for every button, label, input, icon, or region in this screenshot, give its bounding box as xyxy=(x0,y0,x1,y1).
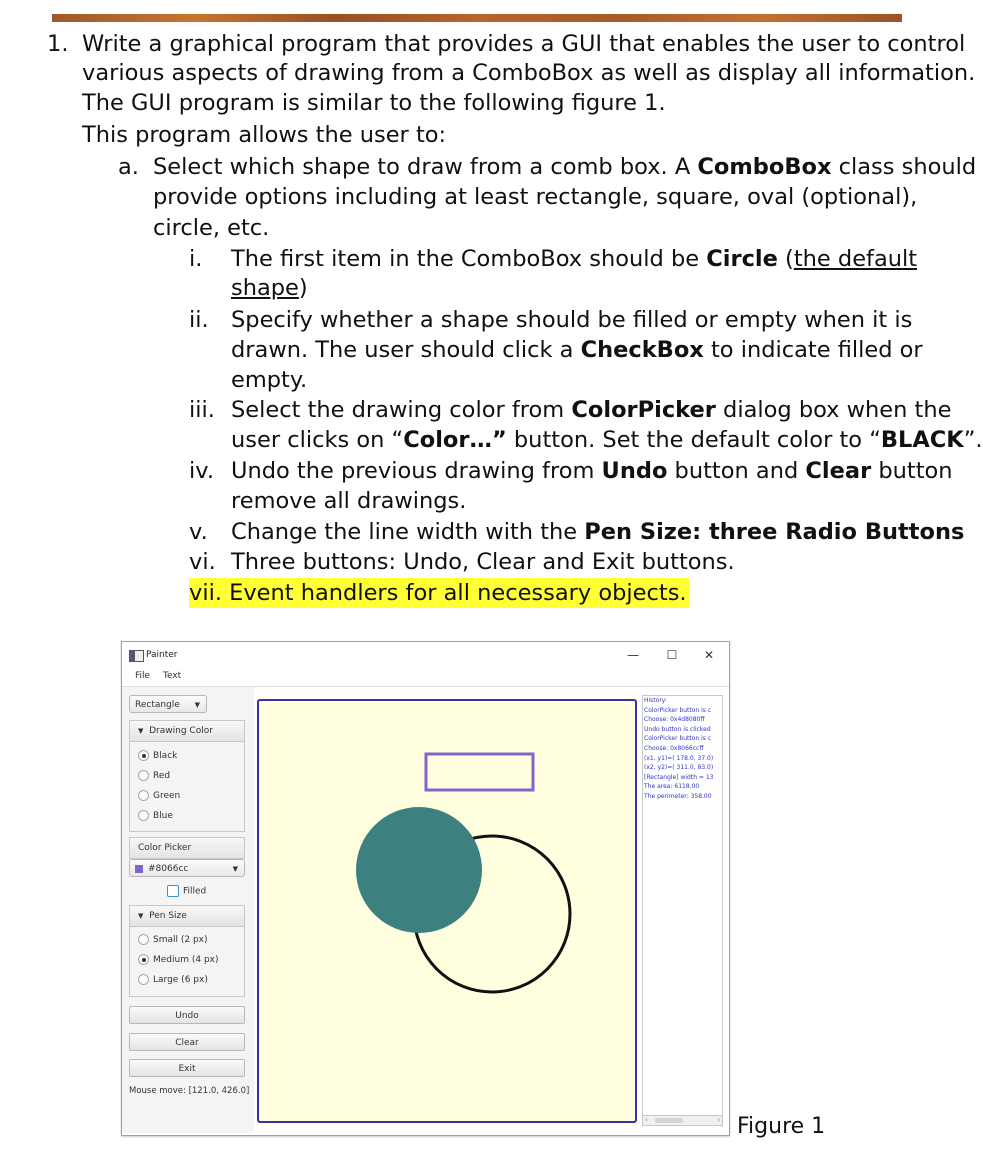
pen-size-header[interactable]: ▼ Pen Size xyxy=(130,906,244,927)
item-a-marker: a. xyxy=(118,154,139,180)
radio-indicator xyxy=(138,770,149,781)
item-iv-line-2: remove all drawings. xyxy=(231,488,467,514)
item-iv-marker: iv. xyxy=(189,458,214,484)
item-vi-marker: vi. xyxy=(189,549,216,575)
decorative-header-bar xyxy=(52,14,902,22)
item-v-line: Change the line width with the Pen Size: three Radio Buttons xyxy=(231,519,965,545)
clear-button[interactable]: Clear xyxy=(129,1033,245,1051)
radio-indicator xyxy=(138,790,149,801)
item-i-line-2: shape) xyxy=(231,275,308,301)
painter-window xyxy=(121,641,730,1136)
drawing-color-group xyxy=(129,720,245,832)
figure-caption: Figure 1 xyxy=(737,1114,826,1139)
canvas-drawing xyxy=(259,701,635,1121)
item-a-line-1: Select which shape to draw from a comb box. A ComboBox class should xyxy=(153,154,977,180)
radio-black[interactable]: Black xyxy=(138,750,177,762)
exit-button[interactable]: Exit xyxy=(129,1059,245,1077)
collapse-arrow-icon: ▼ xyxy=(138,727,144,735)
item-a-line-2: provide options including at least rectangle, square, oval (optional), xyxy=(153,184,918,210)
item-iv-line-1: Undo the previous drawing from Undo button and Clear button xyxy=(231,458,953,484)
item-iii-line-1: Select the drawing color from ColorPicker dialog box when the xyxy=(231,397,952,423)
shape-combobox-value: Rectangle xyxy=(135,700,180,710)
radio-indicator xyxy=(138,750,149,761)
undo-button[interactable]: Undo xyxy=(129,1006,245,1024)
item-ii-marker: ii. xyxy=(189,307,209,333)
item-iii-line-2: user clicks on “Color…” button. Set the default color to “BLACK”. xyxy=(231,427,983,453)
intro-line-3: The GUI program is similar to the following figure 1. xyxy=(82,90,666,116)
radio-green[interactable]: Green xyxy=(138,790,180,802)
chevron-down-icon: ▼ xyxy=(232,865,238,873)
intro-line-1: Write a graphical program that provides a GUI that enables the user to control xyxy=(82,31,966,57)
item-a-line-3: circle, etc. xyxy=(153,215,270,241)
radio-medium[interactable]: Medium (4 px) xyxy=(138,954,219,966)
radio-large[interactable]: Large (6 px) xyxy=(138,974,208,986)
item-vi-line: Three buttons: Undo, Clear and Exit buttons. xyxy=(231,549,735,575)
history-panel xyxy=(642,695,723,1126)
color-picker-dropdown[interactable]: #8066cc ▼ xyxy=(129,859,245,877)
collapse-arrow-icon: ▼ xyxy=(138,912,144,920)
maximize-icon[interactable]: ☐ xyxy=(666,648,678,662)
history-line: Choose: 0x8066ccff xyxy=(644,744,704,752)
drawn-filled-circle xyxy=(356,807,482,933)
item-ii-line-2: drawn. The user should click a CheckBox to indicate filled or xyxy=(231,337,923,363)
history-line: Choose: 0x4d8080ff xyxy=(644,716,705,724)
item-ii-line-1: Specify whether a shape should be filled or empty when it is xyxy=(231,307,913,333)
history-line: [Rectangle] width = 13 xyxy=(644,773,714,781)
scroll-right-icon[interactable]: › xyxy=(717,1116,720,1124)
item-i-line-1: The first item in the ComboBox should be Circle (the default xyxy=(231,246,918,272)
history-line: Undo button is clicked xyxy=(644,725,711,733)
item-number: 1. xyxy=(47,31,69,57)
color-swatch xyxy=(135,865,143,873)
color-picker-label: Color Picker xyxy=(129,837,245,859)
radio-red[interactable]: Red xyxy=(138,770,170,782)
radio-indicator xyxy=(138,934,149,945)
radio-indicator xyxy=(138,810,149,821)
close-icon[interactable]: ✕ xyxy=(703,648,715,662)
control-panel xyxy=(122,687,254,1133)
menu-text[interactable]: Text xyxy=(163,671,182,681)
allows-line: This program allows the user to: xyxy=(82,122,447,148)
scroll-left-icon[interactable]: ‹ xyxy=(645,1116,648,1124)
menu-file[interactable]: File xyxy=(135,671,151,681)
item-v-marker: v. xyxy=(189,519,208,545)
menu-bar xyxy=(122,668,729,687)
radio-indicator xyxy=(138,954,149,965)
history-line: History: xyxy=(644,697,667,704)
history-horizontal-scrollbar[interactable] xyxy=(642,1115,723,1126)
intro-line-2: various aspects of drawing from a ComboBox as well as display all information. xyxy=(82,60,976,86)
shape-combobox[interactable] xyxy=(129,695,207,713)
drawing-canvas[interactable] xyxy=(257,699,637,1123)
radio-indicator xyxy=(138,974,149,985)
drawing-color-header[interactable]: ▼ Drawing Color xyxy=(130,721,244,742)
radio-blue[interactable]: Blue xyxy=(138,810,173,822)
filled-checkbox[interactable]: Filled xyxy=(167,885,206,897)
scroll-thumb[interactable] xyxy=(655,1118,683,1123)
item-ii-line-3: empty. xyxy=(231,367,308,393)
history-line: The perimeter: 358.00 xyxy=(644,792,712,800)
window-title: Painter xyxy=(146,650,178,660)
item-iii-marker: iii. xyxy=(189,397,215,423)
mouse-status: Mouse move: [121.0, 426.0] xyxy=(129,1086,250,1096)
history-line: ColorPicker button is c xyxy=(644,706,712,714)
chevron-down-icon: ▼ xyxy=(194,701,200,709)
drawn-rectangle xyxy=(426,754,533,790)
radio-small[interactable]: Small (2 px) xyxy=(138,934,208,946)
checkbox-box xyxy=(167,885,179,897)
minimize-icon[interactable]: — xyxy=(627,648,639,662)
item-vii-highlighted: vii. Event handlers for all necessary objects. xyxy=(189,580,687,606)
history-line: The area: 6118.00 xyxy=(644,783,700,791)
app-icon xyxy=(129,650,144,662)
history-line: ColorPicker button is c xyxy=(644,735,712,743)
history-line: (x2, y2)=( 311.0, 83.0) xyxy=(644,764,714,772)
item-i-marker: i. xyxy=(189,246,203,272)
history-line: (x1, y1)=( 178.0, 37.0) xyxy=(644,754,714,762)
pen-size-group xyxy=(129,905,245,997)
window-titlebar xyxy=(122,642,729,668)
